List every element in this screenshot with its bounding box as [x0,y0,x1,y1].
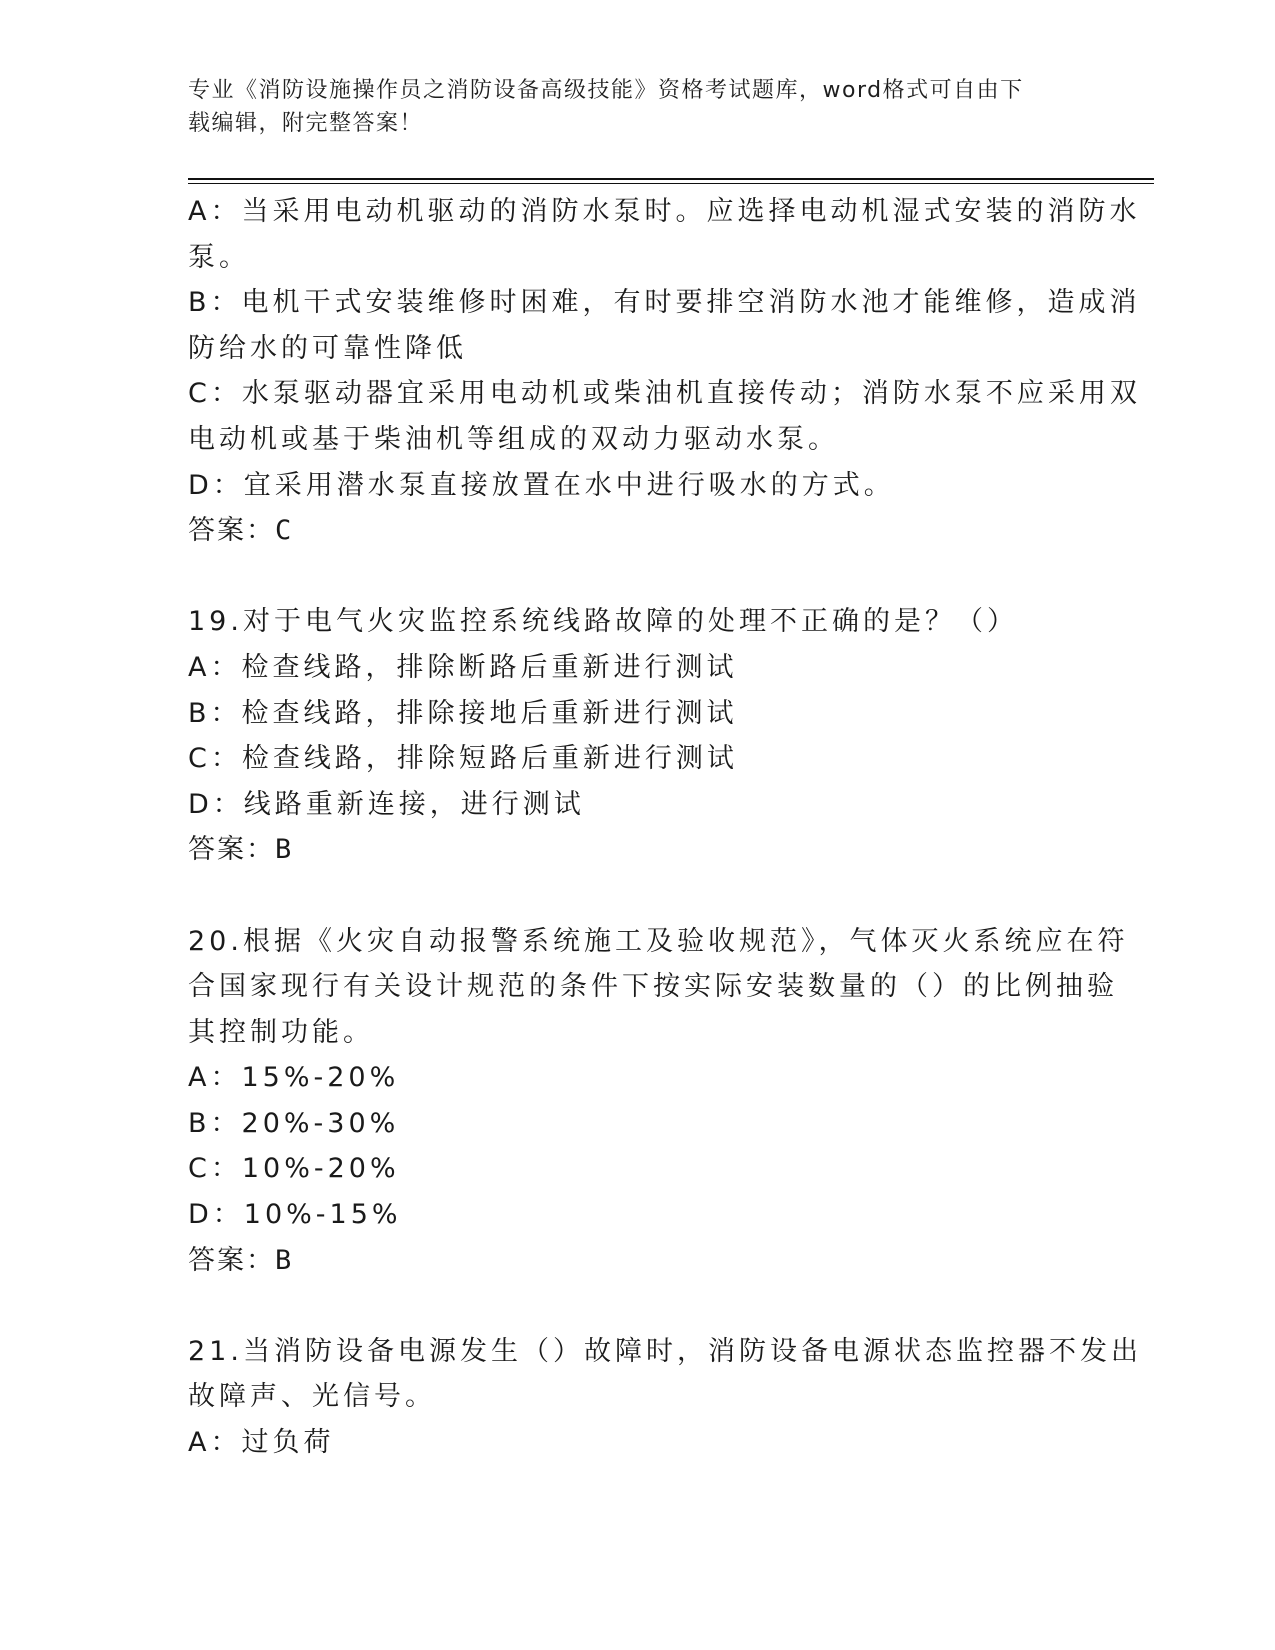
question-stem: 21.当消防设备电源发生（）故障时，消防设备电源状态监控器不发出 [188,1335,1142,1367]
page-header [188,74,1068,140]
option-b [188,280,1141,371]
answer-label: 答案： [188,834,275,866]
question-block [188,919,1129,1284]
answer-value: B [275,1244,292,1276]
header-line: 专业《消防设施操作员之消防设备高级技能》资格考试题库，word格式可自由下 [188,78,1024,103]
option-line: D：宜采用潜水泵直接放置在水中进行吸水的方式。 [188,469,895,501]
answer-label: 答案： [188,515,275,547]
option-a: A：检查线路，排除断路后重新进行测试 [188,651,738,683]
answer-label: 答案： [188,1244,275,1276]
option-line: 电动机或基于柴油机等组成的双动力驱动水泵。 [188,423,839,455]
option-d: D：线路重新连接，进行测试 [188,788,585,820]
option-d [188,463,1088,509]
option-a: A：过负荷 [188,1427,335,1459]
question-block [188,1329,1142,1466]
option-line: C：水泵驱动器宜采用电动机或柴油机直接传动；消防水泵不应采用双 [188,378,1141,410]
question-block [188,189,1141,554]
option-c [188,371,1141,462]
question-stem: 其控制功能。 [188,1016,374,1048]
option-line: 防给水的可靠性降低 [188,332,467,364]
question-stem: 20.根据《火灾自动报警系统施工及验收规范》，气体灭火系统应在符 [188,925,1129,957]
option-a: A：15%-20% [188,1062,400,1094]
answer-value: B [275,834,292,866]
header-line: 载编辑，附完整答案！ [188,111,424,136]
option-a [188,189,1141,280]
answer [188,827,1088,873]
option-b: B：20%-30% [188,1107,400,1139]
option-c: C：检查线路，排除短路后重新进行测试 [188,743,738,775]
option-line: A：当采用电动机驱动的消防水泵时。应选择电动机湿式安装的消防水 [188,196,1141,227]
option-b: B：检查线路，排除接地后重新进行测试 [188,697,738,729]
header-rule-thin [188,183,1154,184]
question-stem: 合国家现行有关设计规范的条件下按实际安装数量的（）的比例抽验 [188,971,1118,1003]
option-d: D：10%-15% [188,1199,402,1231]
question-stem: 故障声、光信号。 [188,1381,436,1413]
answer-value: C [275,515,292,547]
question-stem: 19.对于电气火灾监控系统线路故障的处理不正确的是？（） [188,606,1018,638]
question-block [188,599,1088,873]
question-list [188,189,1142,1466]
option-line: B：电机干式安装维修时困难，有时要排空消防水池才能维修，造成消 [188,287,1141,319]
option-c: C：10%-20% [188,1153,400,1185]
option-line: 泵。 [188,241,250,273]
header-rule-thick [188,178,1154,180]
answer [188,1238,1088,1284]
answer [188,508,1088,554]
